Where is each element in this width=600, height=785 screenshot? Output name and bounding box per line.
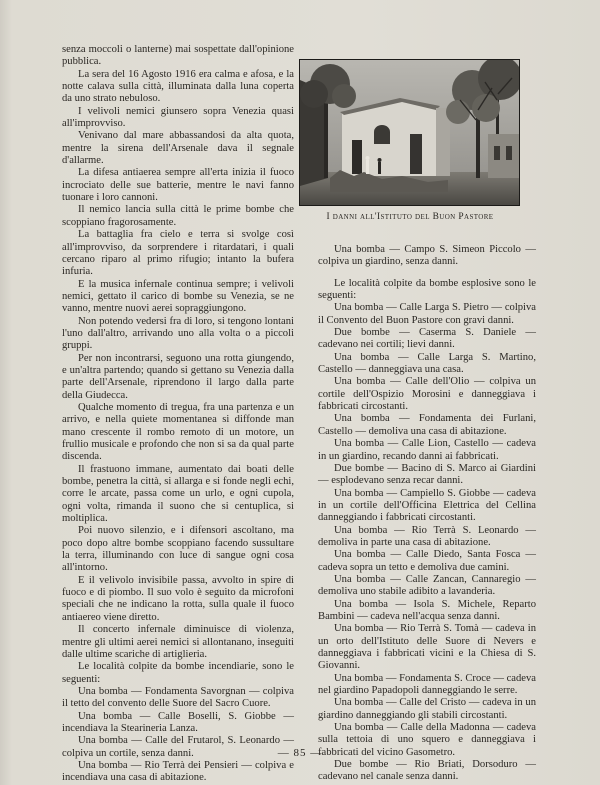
paragraph: Una bomba — Calle Diedo, Santa Fosca — cadeva sopra un tetto e demoliva due camini. bbox=[318, 549, 536, 573]
paragraph: Una bomba — Calle dell'Olio — colpiva un cortile dell'Ospizio Morosini e danneggiava i fabbricati circostanti. bbox=[318, 376, 536, 413]
paragraph: Una bomba — Fondamenta Savorgnan — colpiva il tetto del convento delle Suore del Sacro Cuore. bbox=[62, 685, 294, 710]
photo-caption: I danni all'Istituto del Buon Pastore bbox=[326, 212, 494, 222]
paragraph: Una bomba — Campiello S. Giobbe — cadeva in un cortile dell'Officina Elettrica del Cellina danneggiando i fabbricati circostanti. bbox=[318, 487, 536, 524]
paragraph: Venivano dal mare abbassandosi da alta quota, mentre la sirena dell'Arsenale dava il segnale d'allarme. bbox=[62, 130, 294, 167]
paragraph: Una bomba — Fondamenta dei Furlani, Castello — demoliva una casa di abitazione. bbox=[318, 413, 536, 437]
paragraph: Una bomba — Campo S. Simeon Piccolo — colpiva un giardino, senza danni. bbox=[318, 244, 536, 268]
paragraph: Le località colpite da bombe esplosive sono le seguenti: bbox=[318, 277, 536, 302]
paragraph: Due bombe — Rio Briati, Dorsoduro — cadevano nel canale senza danni. bbox=[318, 759, 536, 783]
paragraph: E la musica infernale continua sempre; i velivoli nemici, gettato il carico di bombe su Venezia, se ne vanno, mentre nuovi aerei sopraggiungono. bbox=[62, 278, 294, 315]
building-damage-photo bbox=[299, 59, 520, 206]
paragraph: Le località colpite da bombe incendiarie, sono le seguenti: bbox=[62, 661, 294, 685]
paragraph: Una bomba — Fondamenta S. Croce — cadeva nel giardino Papadopoli danneggiando le serre. bbox=[318, 672, 536, 697]
paragraph: E il velivolo invisibile passa, avvolto in spire di fuoco e di piombo. Il suo volo è seguito da microfoni speciali che ne indicano la rotta, sulla quale il fuoco antiaereo viene diretto. bbox=[62, 574, 294, 623]
paragraph: senza moccoli o lanterne) mai sospettate dall'opinione pubblica. bbox=[62, 44, 294, 68]
paragraph: Una bomba — Calle della Madonna — cadeva sulla tettoia di uno squero e danneggiava i fabbricati del vicino Gasometro. bbox=[318, 722, 536, 758]
paragraph: Poi nuovo silenzio, e i difensori ascoltano, ma poco dopo altre bombe scoppiano facendo sussultare la terra, illuminando con luce di sangue ogni cosa all'intorno. bbox=[62, 525, 294, 574]
paragraph: Una bomba — Calle Larga S. Martino, Castello — danneggiava una casa. bbox=[318, 351, 536, 376]
right-column bbox=[318, 244, 536, 784]
paragraph: Una bomba — Calle Boselli, S. Giobbe — incendiava la Stearineria Lanza. bbox=[62, 710, 294, 734]
paragraph: Una bomba — Rio Terrà S. Leonardo — demoliva in parte una casa di abitazione. bbox=[318, 524, 536, 548]
paragraph: Una bomba — Calle del Cristo — cadeva in un giardino danneggiando gli stabili circostanti. bbox=[318, 697, 536, 721]
paragraph: Una bomba — Isola S. Michele, Reparto Bambini — cadeva nell'acqua senza danni. bbox=[318, 598, 536, 622]
paragraph: Due bombe — Caserma S. Daniele — cadevano nei cortili; lievi danni. bbox=[318, 327, 536, 351]
left-column bbox=[62, 44, 294, 785]
paragraph: Il concerto infernale diminuisce di violenza, mentre gli ultimi aerei nemici si allontanano, inseguiti dalle ultime scariche di artiglieria. bbox=[62, 624, 294, 660]
paragraph: Il frastuono immane, aumentato dai boati delle bombe, penetra la città, si allarga e si fonde negli echi, corre le arcate, passa come un urlo, e ogni cupola, ogni volta, rimanda il suono che si centuplica, si moltiplica. bbox=[62, 463, 294, 525]
paragraph: Una bomba — Calle del Frutarol, S. Leonardo — colpiva un cortile, senza danni. bbox=[62, 735, 294, 759]
paragraph: Non potendo vedersi fra di loro, si tengono lontani l'uno dall'altro, arrivando uno alla volta o a piccoli gruppi. bbox=[62, 315, 294, 352]
paragraph: Una bomba — Rio Terrà dei Pensieri — colpiva e incendiava una casa di abitazione. bbox=[62, 759, 294, 784]
paragraph: Per non incontrarsi, seguono una rotta giungendo, e un'altra partendo; quando si gettano su Venezia dalla parte dell'Arsenale, riprendono il largo dalla parte della Giudecca. bbox=[62, 352, 294, 401]
paragraph: I velivoli nemici giunsero sopra Venezia quasi all'improvviso. bbox=[62, 105, 294, 130]
paragraph: La difesa antiaerea sempre all'erta inizia il fuoco incrociato delle sue batterie, mentre le navi fanno tuonare i loro cannoni. bbox=[62, 167, 294, 204]
paragraph: Una bomba — Calle Lion, Castello — cadeva in un giardino, recando danni ai fabbricati. bbox=[318, 438, 536, 462]
paragraph: Due bombe — Bacino di S. Marco ai Giardini — esplodevano senza recar danni. bbox=[318, 462, 536, 487]
paragraph: Una bomba — Rio Terrà S. Tomà — cadeva in un orto dell'Istituto delle Suore di Nevers e danneggiava i fabbricati vicini e la Chiesa di S. Giovanni. bbox=[318, 623, 536, 672]
paragraph: Una bomba — Calle Zancan, Cannaregio — demoliva uno stabile adibito a lavanderia. bbox=[318, 573, 536, 598]
paragraph: Qualche momento di tregua, fra una partenza e un arrivo, e nella quiete momentanea si diffonde man mano crescente il rombo remoto di un motore, un frullio musicale e profondo che non si sa da qual parte discenda. bbox=[62, 401, 294, 463]
paragraph: Il nemico lancia sulla città le prime bombe che scoppiano fragorosamente. bbox=[62, 204, 294, 228]
page-number: — 85 — bbox=[277, 747, 323, 759]
paragraph: La battaglia fra cielo e terra si svolge così all'improvviso, da sorprendere i ritardatari, i quali cercano riparo al primo rifugio; intanto la bufera infuria. bbox=[62, 229, 294, 278]
paragraph: La sera del 16 Agosto 1916 era calma e afosa, e la notte calava sulla città, illuminata dalla luna coperta da uno strato nebuloso. bbox=[62, 68, 294, 105]
paragraph: Una bomba — Calle Larga S. Pietro — colpiva il Convento del Buon Pastore con gravi danni. bbox=[318, 302, 536, 326]
